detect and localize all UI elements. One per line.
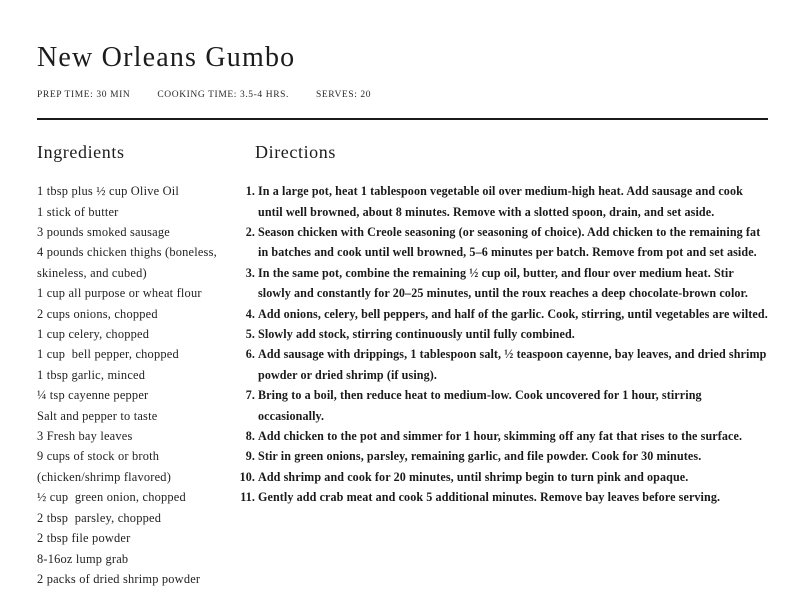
direction-text: Add chicken to the pot and simmer for 1 hour, skimming off any fat that rises to the surface. <box>258 429 743 444</box>
direction-item <box>237 446 768 466</box>
direction-text: Stir in green onions, parsley, remaining garlic, and file powder. Cook for 30 minutes. <box>258 449 702 464</box>
direction-text: In a large pot, heat 1 tablespoon vegetable oil over medium-high heat. Add sausage and cook until well browned, about 8 minutes. Remove with a slotted spoon, drain, and set aside. <box>258 184 743 219</box>
ingredient-item: Salt and pepper to taste <box>37 408 158 423</box>
direction-text: Gently add crab meat and cook 5 additional minutes. Remove bay leaves before serving. <box>258 490 721 505</box>
directions-list <box>237 181 768 508</box>
direction-number: 8. <box>245 429 255 444</box>
ingredient-item: ¼ tsp cayenne pepper <box>37 388 149 403</box>
direction-text: Add onions, celery, bell peppers, and half of the garlic. Cook, stirring, until vegetables are wilted. <box>258 306 768 321</box>
direction-text: Add shrimp and cook for 20 minutes, until shrimp begin to turn pink and opaque. <box>258 469 689 484</box>
ingredient-item: 1 stick of butter <box>37 204 119 219</box>
direction-item <box>237 324 768 344</box>
ingredients-list <box>37 181 235 589</box>
direction-text: Add sausage with drippings, 1 tablespoon salt, ½ teaspoon cayenne, bay leaves, and dried shrimp powder or dried shrimp (if using). <box>258 347 767 382</box>
ingredient-item: ½ cup green onion, chopped <box>37 490 186 505</box>
direction-item <box>237 304 768 324</box>
directions-section <box>237 142 768 589</box>
ingredient-item: 4 pounds chicken thighs (boneless, skineless, and cubed) <box>37 245 221 280</box>
ingredient-item: 8-16oz lump grab <box>37 551 129 566</box>
direction-item <box>237 181 768 222</box>
ingredient-item: 3 Fresh bay leaves <box>37 429 133 444</box>
direction-item <box>237 487 768 507</box>
direction-item <box>237 344 768 385</box>
direction-item <box>237 222 768 263</box>
recipe-meta <box>37 90 768 100</box>
direction-item <box>237 385 768 426</box>
direction-number: 1. <box>245 184 255 199</box>
direction-number: 9. <box>245 449 255 464</box>
direction-text: Slowly add stock, stirring continuously until fully combined. <box>258 327 575 342</box>
direction-text: Season chicken with Creole seasoning (or seasoning of choice). Add chicken to the remaining fat in batches and cook until well browned, 5–6 minutes per batch. Remove from pot and set aside. <box>258 225 761 260</box>
ingredient-item: 1 cup all purpose or wheat flour <box>37 286 202 301</box>
recipe-body <box>37 142 768 589</box>
page-title: New Orleans Gumbo <box>37 42 296 73</box>
direction-item <box>237 263 768 304</box>
ingredient-item: 1 tbsp garlic, minced <box>37 367 146 382</box>
ingredient-item: 1 cup bell pepper, chopped <box>37 347 179 362</box>
ingredient-item: 1 cup celery, chopped <box>37 327 150 342</box>
ingredient-item: 1 tbsp plus ½ cup Olive Oil <box>37 184 180 199</box>
meta-cooking-time: COOKING TIME: 3.5-4 HRS. <box>157 90 289 101</box>
ingredient-item: 3 pounds smoked sausage <box>37 225 170 239</box>
direction-number: 11. <box>240 490 255 505</box>
ingredient-item: 9 cups of stock or broth (chicken/shrimp flavored) <box>37 449 172 484</box>
direction-item <box>237 467 768 487</box>
directions-heading: Directions <box>255 142 336 163</box>
ingredient-item: 2 cups onions, chopped <box>37 306 158 321</box>
ingredients-heading: Ingredients <box>37 142 125 163</box>
direction-number: 5. <box>245 327 255 342</box>
ingredient-item: 2 tbsp file powder <box>37 531 131 546</box>
ingredient-item: 2 packs of dried shrimp powder <box>37 571 201 586</box>
direction-number: 6. <box>245 347 255 362</box>
meta-serves: SERVES: 20 <box>316 90 372 101</box>
direction-number: 3. <box>245 265 255 280</box>
direction-text: In the same pot, combine the remaining ½ cup oil, butter, and flour over medium heat. Stir slowly and constantly for 20–25 minutes, until the roux reaches a deep chocolate-brown color. <box>258 265 749 301</box>
direction-item <box>237 426 768 446</box>
divider <box>37 118 768 120</box>
direction-text: Bring to a boil, then reduce heat to medium-low. Cook uncovered for 1 hour, stirring occasionally. <box>258 388 702 423</box>
direction-number: 7. <box>245 388 255 403</box>
direction-number: 4. <box>245 306 255 321</box>
direction-number: 10. <box>239 469 255 484</box>
meta-prep-time: PREP TIME: 30 MIN <box>37 90 131 101</box>
direction-number: 2. <box>245 225 255 239</box>
ingredient-item: 2 tbsp parsley, chopped <box>37 510 162 525</box>
ingredients-section <box>37 142 235 589</box>
